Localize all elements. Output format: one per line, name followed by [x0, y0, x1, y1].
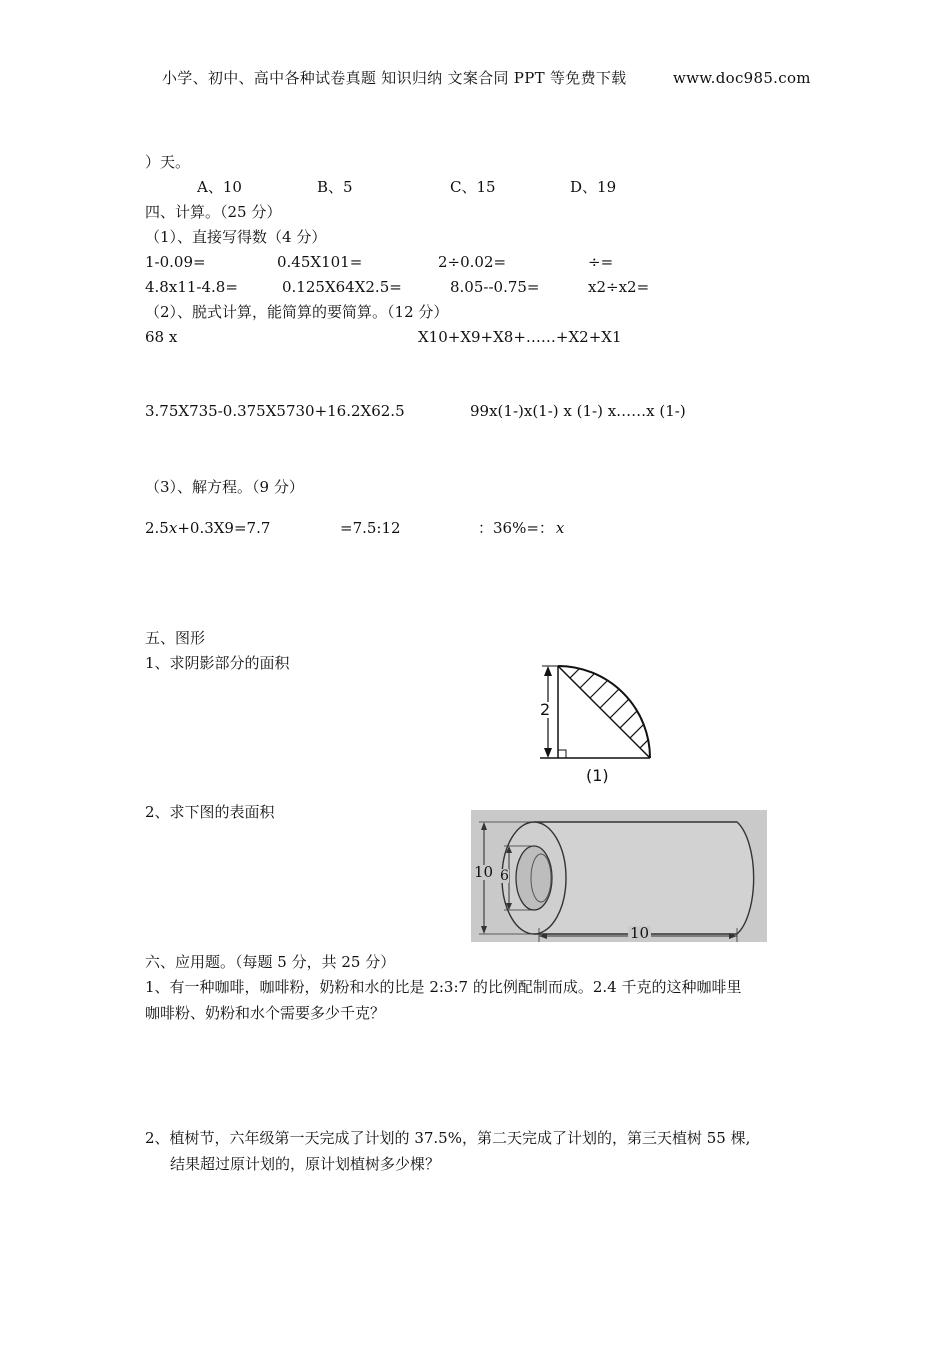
figure-question-2: 2、求下图的表面积 [145, 803, 275, 821]
section5-title: 五、图形 [145, 629, 206, 647]
calc-item: x2÷x2= [588, 278, 650, 296]
figure-question-1: 1、求阴影部分的面积 [145, 654, 290, 672]
outer-diameter-label: 10 [474, 863, 494, 881]
page-header-url[interactable]: www.doc985.com [673, 69, 811, 87]
figure-caption: (1) [586, 766, 609, 785]
option-d: D、19 [570, 178, 617, 196]
length-label: 10 [630, 924, 650, 942]
part1-title: （1）、直接写得数（4 分） [145, 228, 327, 246]
part2-title: （2）、脱式计算，能简算的要简算。（12 分） [145, 303, 449, 321]
equation-2: =7.5:12 [340, 519, 401, 537]
eq3-text: ：36%=： [478, 519, 554, 537]
equation-1 [145, 521, 270, 536]
calc-item: 2÷0.02= [438, 253, 507, 271]
inner-diameter-label: 6 [500, 868, 509, 884]
eq1-coef: 2.5 [145, 519, 169, 537]
calc-item: ÷= [588, 253, 614, 271]
expr-item: 3.75X735-0.375X5730+16.2X62.5 [145, 402, 405, 420]
option-c: C、15 [450, 178, 496, 196]
calc-item: 1-0.09= [145, 253, 206, 271]
calc-item: 4.8x11-4.8= [145, 278, 238, 296]
calc-item: 0.45X101= [277, 253, 363, 271]
expr-item: X10+X9+X8+……+X2+X1 [418, 328, 622, 346]
word-problem-2-line1: 2、植树节，六年级第一天完成了计划的 37.5%，第二天完成了计划的，第三天植树 55 棵, [145, 1129, 751, 1147]
hollow-cylinder-figure [471, 810, 767, 942]
calc-item: 8.05--0.75= [450, 278, 540, 296]
eq1-variable: x [168, 519, 178, 537]
page-header-text: 小学、初中、高中各种试卷真题 知识归纳 文案合同 PPT 等免费下载 [162, 69, 627, 87]
calc-item: 0.125X64X2.5= [282, 278, 402, 296]
word-problem-2-line2: 结果超过原计划的，原计划植树多少棵？ [170, 1155, 441, 1173]
section6-title: 六、应用题。（每题 5 分，共 25 分） [145, 953, 396, 971]
expr-item: 68 x [145, 328, 178, 346]
question-tail: ）天。 [145, 153, 191, 171]
equation-3 [478, 521, 564, 536]
part3-title: （3）、解方程。（9 分） [145, 478, 304, 496]
option-a: A、10 [197, 178, 242, 196]
word-problem-1-line1: 1、有一种咖啡，咖啡粉，奶粉和水的比是 2:3:7 的比例配制而成。2.4 千克的这种咖啡里 [145, 978, 742, 996]
eq3-variable: x [555, 519, 565, 537]
expr-item: 99x(1-)x(1-) x (1-) x……x (1-) [470, 402, 686, 420]
option-b: B、5 [317, 178, 353, 196]
word-problem-1-line2: 咖啡粉、奶粉和水个需要多少千克？ [145, 1004, 386, 1022]
eq1-rest: +0.3X9=7.7 [177, 519, 271, 537]
section4-title: 四、计算。（25 分） [145, 203, 282, 221]
side-length-label: 2 [540, 700, 551, 719]
